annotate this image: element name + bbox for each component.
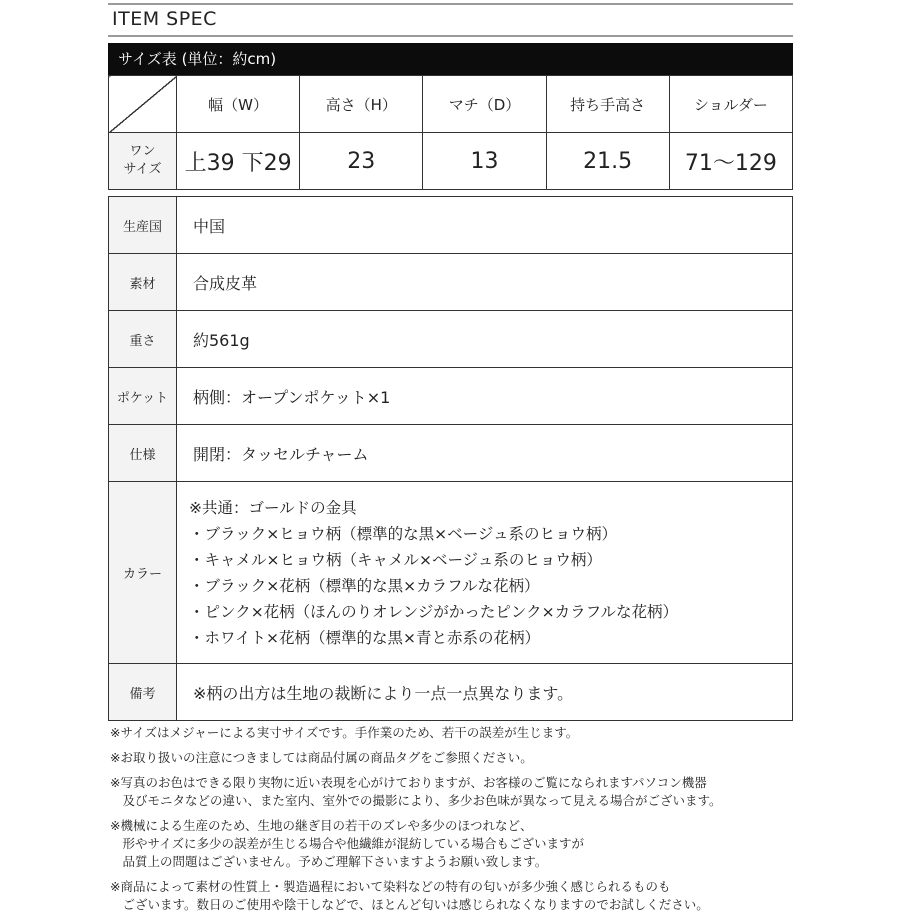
size-table-row bbox=[109, 133, 793, 190]
spec-label: 備考 bbox=[109, 664, 177, 721]
note: ※商品によって素材の性質上・製造過程において染料などの特有の匂いが多少強く感じられるものも ございます。数日のご使用や陰干しなどで、ほとんど匂いは感じられなくなりますのでお試しください。 bbox=[110, 879, 709, 912]
spec-row-remarks bbox=[109, 664, 793, 721]
column-header: ショルダー bbox=[669, 76, 792, 133]
spec-table bbox=[108, 196, 793, 721]
spec-value: 柄側：オープンポケット×1 bbox=[177, 368, 793, 425]
size-row-label: ワン サイズ bbox=[109, 133, 177, 190]
note: ※機械による生産のため、生地の継ぎ目の若干のズレや多少のほつれなど、 形やサイズに多少の誤差が生じる場合や他繊維が混紡している場合もございますが 品質上の問題はございません。予めご理解下さいますようお願い致します。 bbox=[110, 818, 585, 869]
column-header: 幅（W） bbox=[177, 76, 300, 133]
spec-row-spec bbox=[109, 425, 793, 482]
list-item: ・ピンク×花柄（ほんのりオレンジがかったピンク×カラフルな花柄） bbox=[189, 602, 678, 621]
size-value-shoulder: 71〜129 bbox=[669, 133, 792, 190]
size-table-header-row bbox=[109, 76, 793, 133]
spec-value: 合成皮革 bbox=[177, 254, 793, 311]
spec-label: 素材 bbox=[109, 254, 177, 311]
spec-label: カラー bbox=[109, 482, 177, 664]
spec-value: ※柄の出方は生地の裁断により一点一点異なります。 bbox=[177, 664, 793, 721]
spec-value: 約561g bbox=[177, 311, 793, 368]
size-value-height: 23 bbox=[300, 133, 423, 190]
list-item: ※共通：ゴールドの金具 bbox=[189, 498, 357, 517]
spec-row-origin bbox=[109, 197, 793, 254]
header-rule-top bbox=[108, 3, 793, 5]
spec-row-color bbox=[109, 482, 793, 664]
spec-row-pocket bbox=[109, 368, 793, 425]
spec-label: ポケット bbox=[109, 368, 177, 425]
spec-value: 中国 bbox=[177, 197, 793, 254]
size-table-caption: サイズ表 (単位：約cm) bbox=[108, 43, 793, 75]
page-title: ITEM SPEC bbox=[112, 8, 217, 30]
spec-row-weight bbox=[109, 311, 793, 368]
column-header: 持ち手高さ bbox=[546, 76, 669, 133]
list-item: ・ブラック×花柄（標準的な黒×カラフルな花柄） bbox=[189, 576, 540, 595]
header-rule-bottom bbox=[108, 35, 793, 37]
note: ※サイズはメジャーによる実寸サイズです。手作業のため、若干の誤差が生じます。 bbox=[110, 725, 579, 740]
size-value-handle-height: 21.5 bbox=[546, 133, 669, 190]
spec-label: 仕様 bbox=[109, 425, 177, 482]
list-item: ・キャメル×ヒョウ柄（キャメル×ベージュ系のヒョウ柄） bbox=[189, 550, 602, 569]
note: ※写真のお色はできる限り実物に近い表現を心がけておりますが、お客様のご覧になられますパソコン機器 及びモニタなどの違い、また室内、室外での撮影により、多少お色味が異なって見える場合がございます。 bbox=[110, 775, 722, 808]
spec-value bbox=[177, 482, 793, 664]
spec-value: 開閉：タッセルチャーム bbox=[177, 425, 793, 482]
spec-row-material bbox=[109, 254, 793, 311]
spec-label: 生産国 bbox=[109, 197, 177, 254]
note: ※お取り扱いの注意につきましては商品付属の商品タグをご参照ください。 bbox=[110, 750, 533, 765]
column-header: 高さ（H） bbox=[300, 76, 423, 133]
size-value-depth: 13 bbox=[423, 133, 546, 190]
color-list bbox=[189, 495, 792, 651]
column-header: マチ（D） bbox=[423, 76, 546, 133]
size-table-corner-cell bbox=[109, 76, 177, 133]
list-item: ・ブラック×ヒョウ柄（標準的な黒×ベージュ系のヒョウ柄） bbox=[189, 524, 618, 543]
size-table bbox=[108, 43, 793, 190]
spec-label: 重さ bbox=[109, 311, 177, 368]
notes bbox=[110, 724, 800, 921]
size-value-width: 上39 下29 bbox=[177, 133, 300, 190]
list-item: ・ホワイト×花柄（標準的な黒×青と赤系の花柄） bbox=[189, 628, 541, 647]
